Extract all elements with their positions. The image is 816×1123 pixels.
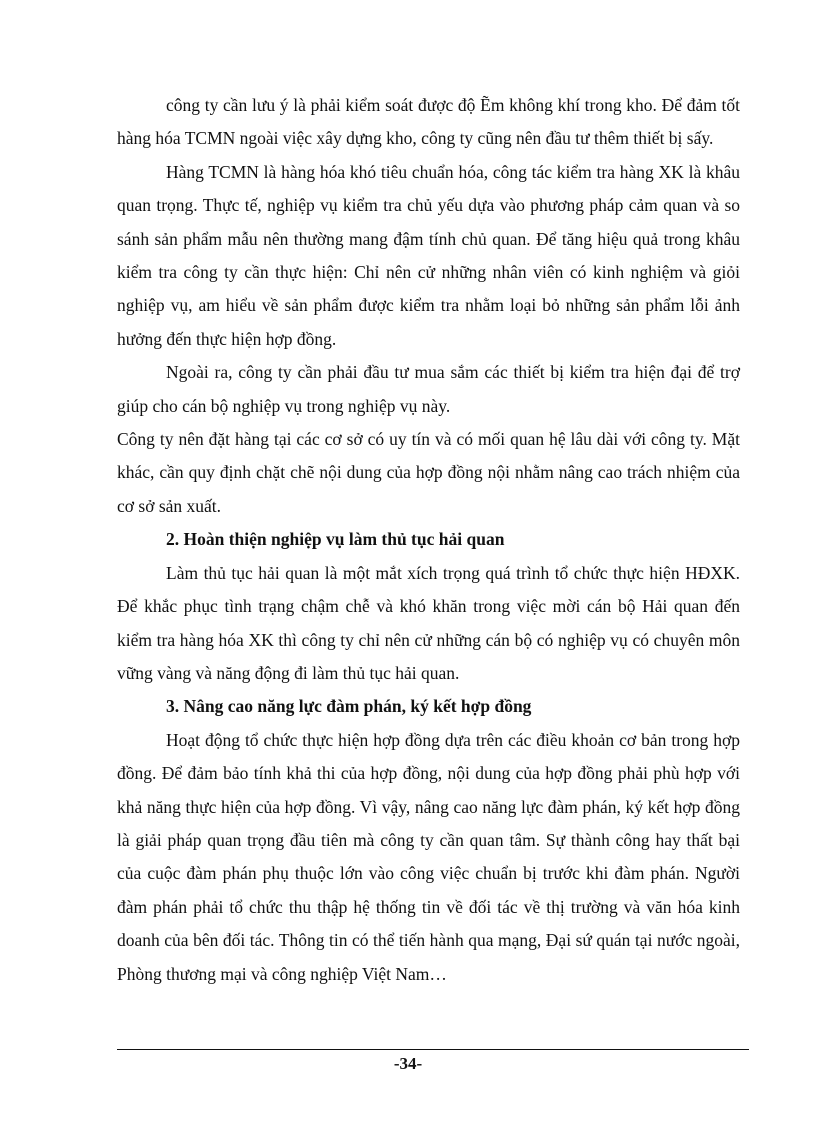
paragraph-reputable-suppliers: Công ty nên đặt hàng tại các cơ sở có uy tín và có mối quan hệ lâu dài với công ty. Mặt khác, cần quy định chặt chẽ nội dung của hợp đồng nội nhằm nâng cao trách nhiệm của cơ sở sản xuất. <box>117 429 740 516</box>
paragraph-inspection-equipment: Ngoài ra, công ty cần phải đầu tư mua sắm các thiết bị kiểm tra hiện đại để trợ giúp cho cán bộ nghiệp vụ trong nghiệp vụ này. <box>117 362 740 416</box>
paragraph-negotiation: Hoạt động tổ chức thực hiện hợp đồng dựa trên các điều khoản cơ bản trong hợp đồng. Để đảm bảo tính khả thi của hợp đồng, nội dung của hợp đồng phải phù hợp với khả năng thực hiện của hợp đồng. Vì vậy, nâng cao năng lực đàm phán, ký kết hợp đồng là giải pháp quan trọng đầu tiên mà công ty cần quan tâm. Sự thành công hay thất bại của cuộc đàm phán phụ thuộc lớn vào công việc chuẩn bị trước khi đàm phán. Người đàm phán phải tổ chức thu thập hệ thống tin về đối tác về thị trường và văn hóa kinh doanh của bên đối tác. Thông tin có thể tiến hành qua mạng, Đại sứ quán tại nước ngoài, Phòng thương mại và công nghiệp Việt Nam… <box>117 729 740 984</box>
paragraph-quality-inspection: Hàng TCMN là hàng hóa khó tiêu chuẩn hóa, công tác kiểm tra hàng XK là khâu quan trọng. Thực tế, nghiệp vụ kiểm tra chủ yếu dựa vào phương pháp cảm quan và so sánh sản phẩm mẫu nên thường mang đậm tính chủ quan. Để tăng hiệu quả trong khâu kiểm tra công ty cần thực hiện: Chỉ nên cử những nhân viên có kinh nghiệm và giỏi nghiệp vụ, am hiểu về sản phẩm được kiểm tra nhằm loại bỏ những sản phẩm lỗi ảnh hưởng đến thực hiện hợp đồng. <box>117 161 740 349</box>
footer-divider <box>117 1049 749 1050</box>
page-number: -34- <box>393 1054 423 1073</box>
page-body <box>117 89 740 991</box>
paragraph-customs-procedures: Làm thủ tục hải quan là một mắt xích trọng quá trình tổ chức thực hiện HĐXK. Để khắc phục tình trạng chậm chễ và khó khăn trong việc mời cán bộ Hải quan đến kiểm tra hàng hóa XK thì công ty chỉ nên cử những cán bộ có nghiệp vụ có chuyên môn vững vàng và năng động đi làm thủ tục hải quan. <box>117 562 740 683</box>
section-heading-customs: 2. Hoàn thiện nghiệp vụ làm thủ tục hải quan <box>166 529 505 550</box>
section-heading-negotiation: 3. Nâng cao năng lực đàm phán, ký kết hợp đồng <box>166 696 532 717</box>
paragraph-humidity-control: công ty cần lưu ý là phải kiểm soát được độ Ẽm không khí trong kho. Để đảm tốt hàng hóa TCMN ngoài việc xây dựng kho, công ty cũng nên đầu tư thêm thiết bị sấy. <box>117 95 740 149</box>
